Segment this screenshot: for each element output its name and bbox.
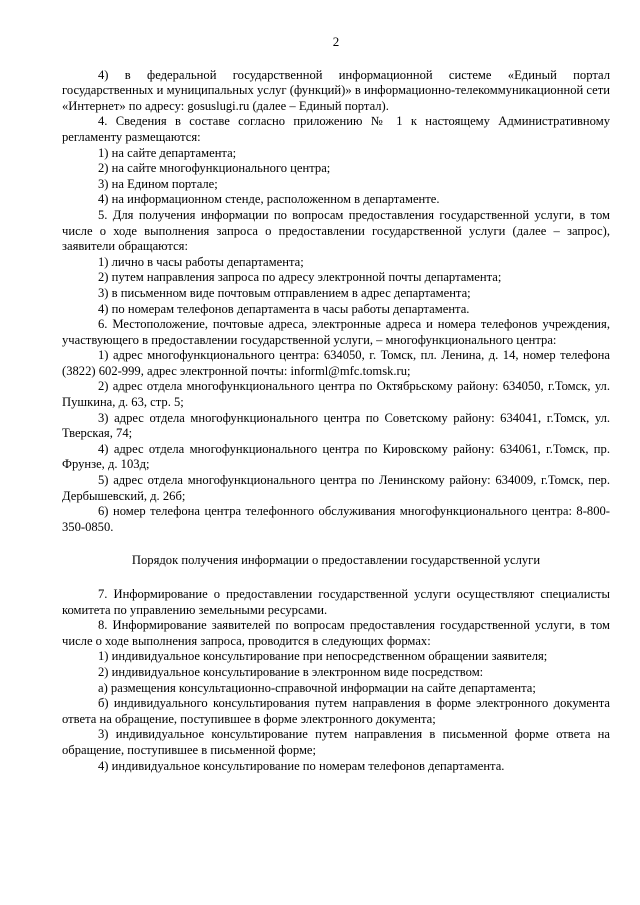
paragraph: 6) номер телефона центра телефонного обслуживания многофункционального центра: 8-800-350-0850. (62, 504, 610, 534)
paragraph: 5. Для получения информации по вопросам предоставления государственной услуги, в том числе о ходе выполнения запроса о предоставлении государственной услуги (далее – запрос), заявители обращаются: (62, 207, 610, 254)
paragraph: 4) в федеральной государственной информационной системе «Единый портал государственных и муниципальных услуг (функций)» в информационно-телекоммуникационной сети «Интернет» по адресу: gosuslugi.ru (далее – Единый портал). (62, 67, 610, 113)
section-heading: Порядок получения информации о предоставлении государственной услуги (131, 553, 541, 568)
paragraph: 3) в письменном виде почтовым отправлением в адрес департамента; (98, 285, 471, 300)
paragraph: а) размещения консультационно-справочной информации на сайте департамента; (98, 680, 536, 695)
paragraph: 6. Местоположение, почтовые адреса, электронные адреса и номера телефонов учреждения, участвующего в предоставлении государственной услуги, – многофункционального центра: (62, 317, 610, 347)
paragraph: 3) адрес отдела многофункционального центра по Советскому району: 634041, г.Томск, ул. Тверская, 74; (62, 410, 610, 441)
page-number: 2 (332, 34, 340, 49)
paragraph: 2) адрес отдела многофункционального центра по Октябрьскому району: 634050, г.Томск, ул. Пушкина, д. 63, стр. 5; (62, 379, 610, 410)
paragraph: 4) на информационном стенде, расположенном в департаменте. (98, 192, 440, 207)
section-informing-procedure (62, 587, 610, 774)
paragraph: 5) адрес отдела многофункционального центра по Ленинскому району: 634009, г.Томск, пер. Дербышевский, д. 26б; (62, 473, 610, 503)
paragraph: 4. Сведения в составе согласно приложению № 1 к настоящему Административному регламенту размещаются: (62, 114, 610, 144)
paragraph: 2) индивидуальное консультирование в электронном виде посредством: (98, 664, 484, 679)
paragraph: 4) адрес отдела многофункционального центра по Кировскому району: 634061, г.Томск, пр. Фрунзе, д. 103д; (62, 441, 610, 472)
document-page (62, 34, 610, 774)
paragraph: 3) на Едином портале; (98, 176, 218, 191)
paragraph: 2) на сайте многофункционального центра; (98, 161, 331, 176)
paragraph: б) индивидуального консультирования путем направления в форме электронного документа ответа на обращение, поступившее в форме электронного документа; (62, 696, 610, 726)
section-info-sources (62, 68, 610, 536)
paragraph: 1) индивидуальное консультирование при непосредственном обращении заявителя; (98, 649, 548, 664)
paragraph: 2) путем направления запроса по адресу электронной почты департамента; (98, 270, 502, 285)
paragraph: 3) индивидуальное консультирование путем направления в письменной форме ответа на обращение, поступившее в письменной форме; (62, 727, 610, 757)
paragraph: 4) по номерам телефонов департамента в часы работы департамента. (98, 301, 470, 316)
paragraph: 8. Информирование заявителей по вопросам предоставления государственной услуги, в том числе о ходе выполнения запроса, проводится в следующих формах: (62, 618, 610, 648)
paragraph: 1) адрес многофункционального центра: 634050, г. Томск, пл. Ленина, д. 14, номер телефона (3822) 602-999, адрес электронной почты: informl@mfc.tomsk.ru; (62, 348, 610, 378)
paragraph: 1) лично в часы работы департамента; (98, 254, 304, 269)
paragraph: 7. Информирование о предоставлении государственной услуги осуществляют специалисты комитета по управлению земельными ресурсами. (62, 587, 610, 617)
paragraph: 1) на сайте департамента; (98, 145, 237, 160)
paragraph: 4) индивидуальное консультирование по номерам телефонов департамента. (98, 758, 505, 773)
